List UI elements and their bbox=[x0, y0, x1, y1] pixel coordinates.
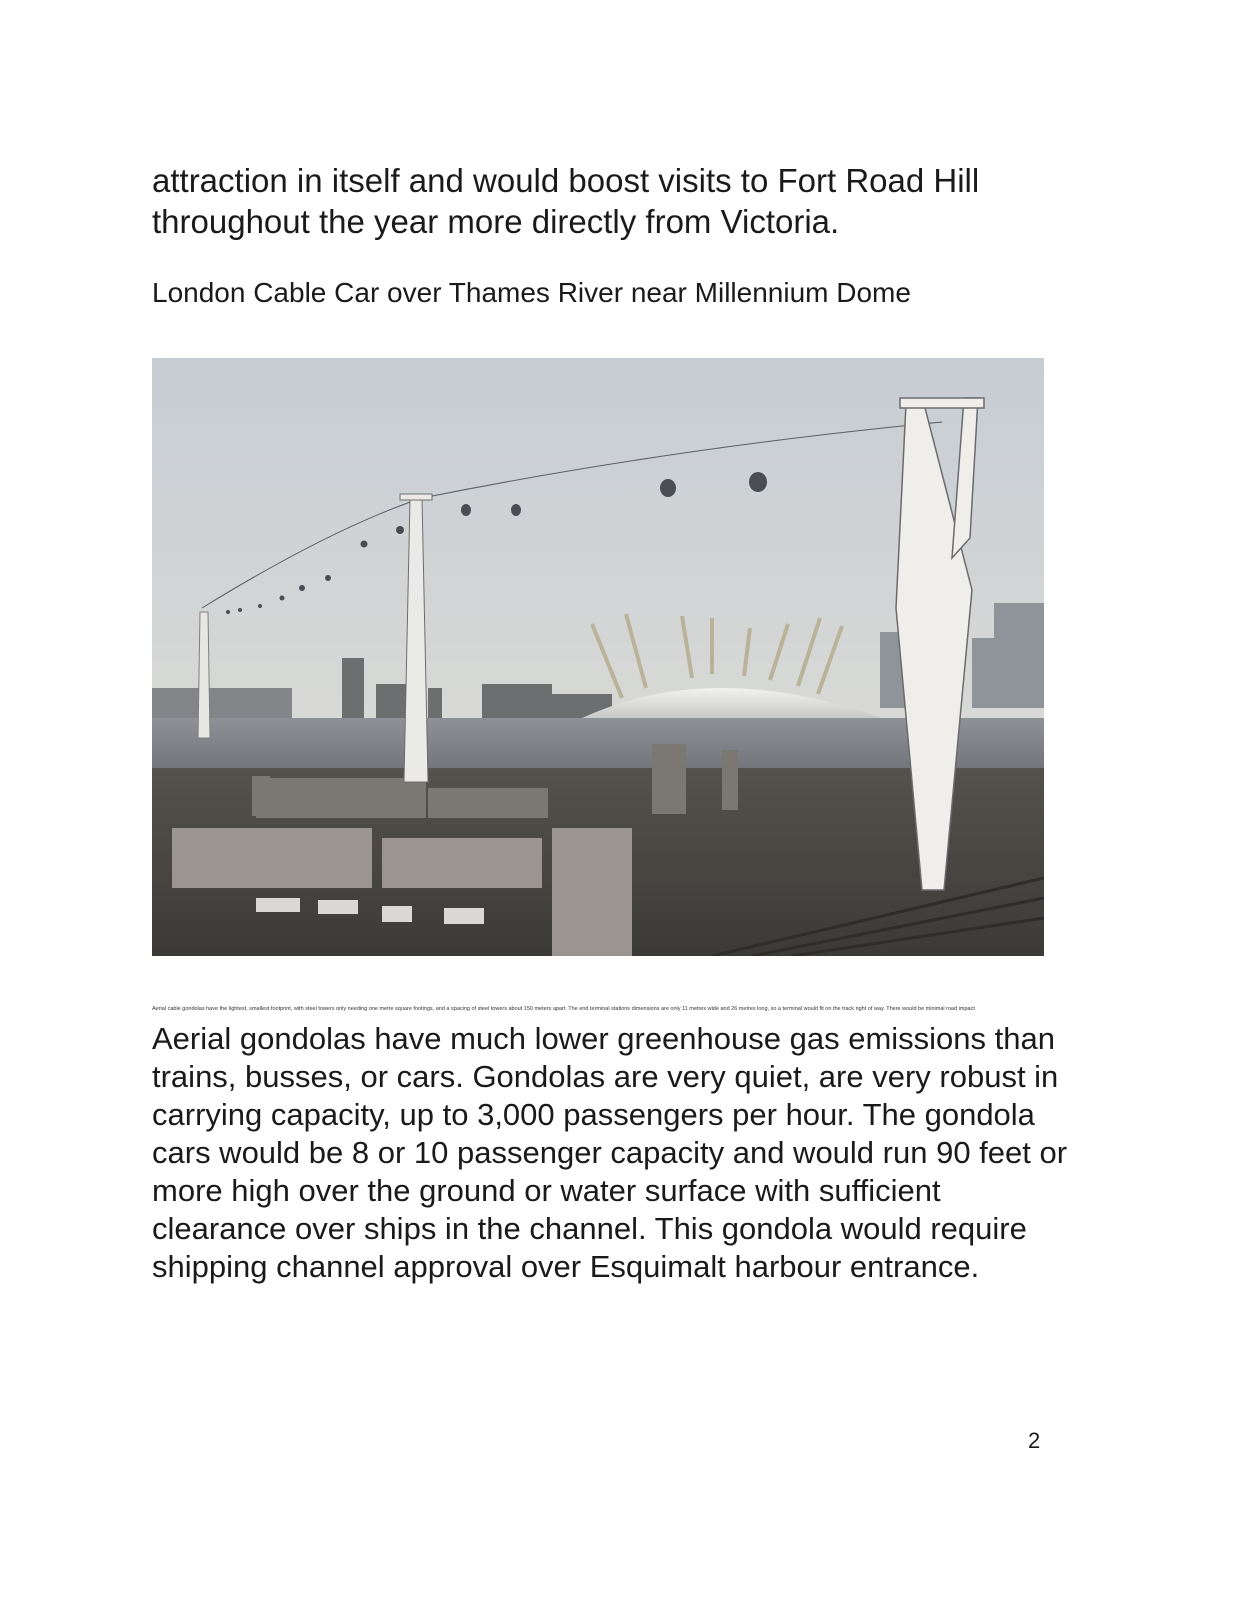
intro-paragraph: attraction in itself and would boost visits to Fort Road Hill throughout the year more directly from Victoria. bbox=[152, 162, 980, 240]
body-paragraph: Aerial gondolas have much lower greenhouse gas emissions than trains, busses, or cars. Gondolas are very quiet, are very robust in carrying capacity, up to 3,000 passengers per hour. The gondola cars would be 8 or 10 passenger capacity and would run 90 feet or more high over the ground or water surface with sufficient clearance over ships in the channel. This gondola would require shipping channel approval over Esquimalt harbour entrance. bbox=[152, 1021, 1068, 1284]
photo-caption: Aerial cable gondolas have the lightest, smallest footprint, with steel towers only needing one metre square footings, and a spacing of steel towers about 150 meters apart. The end terminal stations dimensions are only 11 metres wide and 26 metres long, so a terminal would fit on the track right of way. There would be minimal road impact bbox=[152, 1006, 975, 1012]
cable-car-photo bbox=[152, 358, 1044, 956]
page-number: 2 bbox=[1028, 1428, 1041, 1453]
photo-title: London Cable Car over Thames River near Millennium Dome bbox=[152, 277, 911, 308]
